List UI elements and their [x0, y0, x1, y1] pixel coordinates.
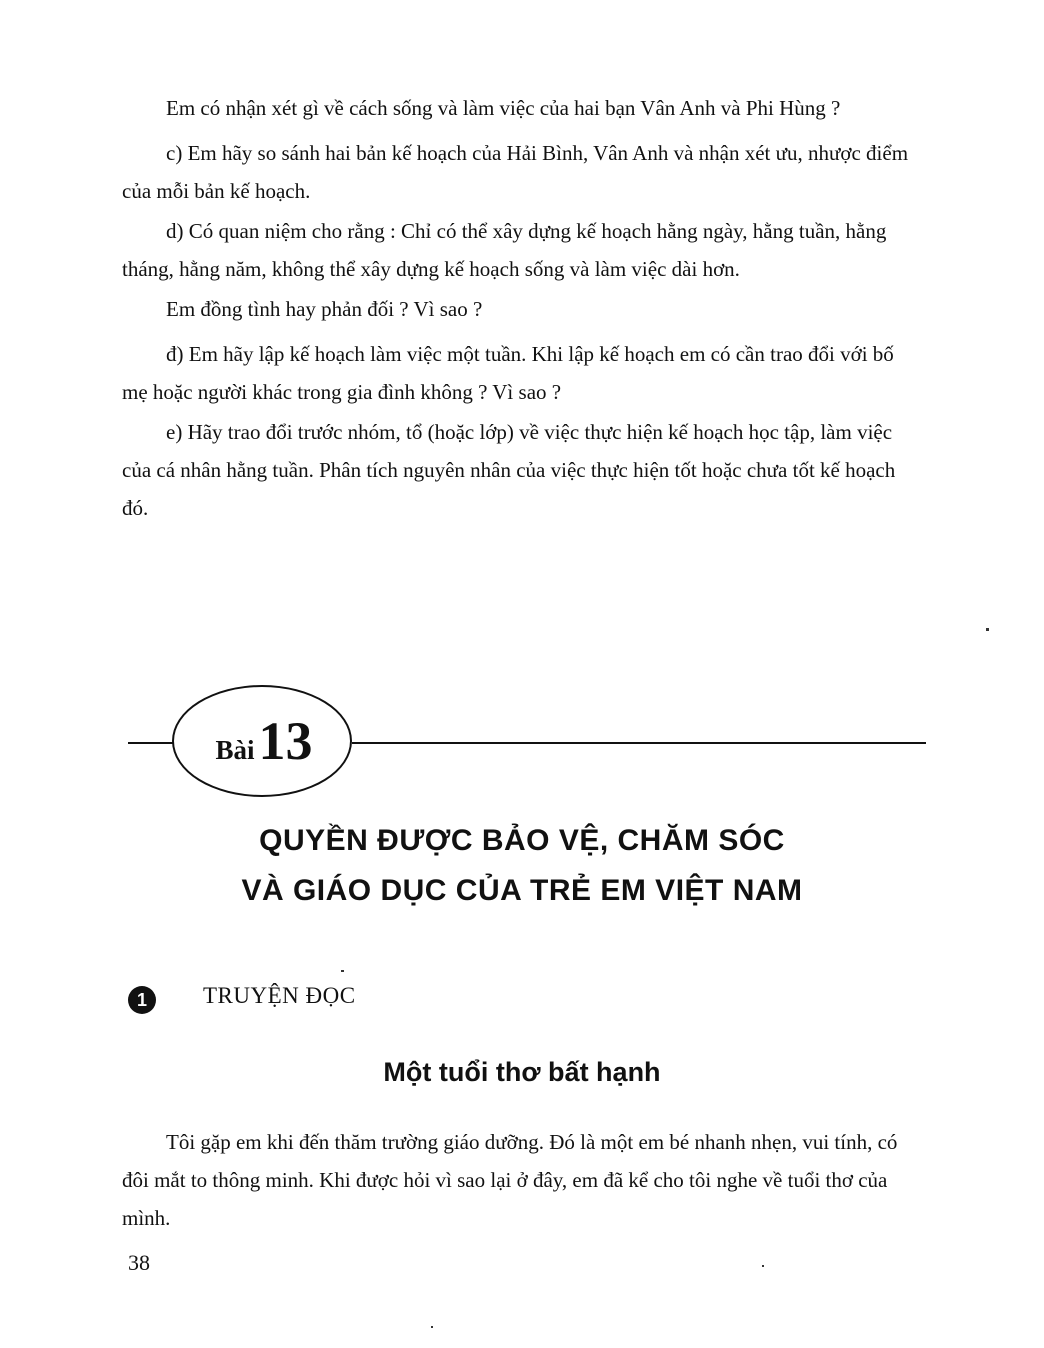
lesson-number: 13 [258, 711, 313, 771]
lesson-title-line2: VÀ GIÁO DỤC CỦA TRẺ EM VIỆT NAM [241, 874, 803, 907]
lesson-label [174, 687, 354, 795]
paragraph-question-c [122, 134, 922, 210]
paragraph-question-comment [122, 89, 922, 127]
paragraph-question-e [122, 413, 922, 527]
paragraph-text: Tôi gặp em khi đến thăm trường giáo dưỡng. Đó là một em bé nhanh nhẹn, vui tính, có đôi mắt to thông minh. Khi được hỏi vì sao lại ở đây, em đã kể cho tôi nghe về tuổi thơ của mình. [122, 1130, 898, 1230]
paragraph-text: e) Hãy trao đổi trước nhóm, tổ (hoặc lớp) về việc thực hiện kế hoạch học tập, làm việc của cá nhân hằng tuần. Phân tích nguyên nhân của việc thực hiện tốt hoặc chưa tốt kế hoạch đó. [122, 420, 896, 520]
paragraph-text: Em có nhận xét gì về cách sống và làm việc của hai bạn Vân Anh và Phi Hùng ? [166, 96, 841, 120]
scan-speck [431, 1326, 433, 1328]
paragraph-text: đ) Em hãy lập kế hoạch làm việc một tuần. Khi lập kế hoạch em có cần trao đổi với bố mẹ hoặc người khác trong gia đình không ? Vì sao ? [122, 342, 894, 404]
lesson-rule-left [128, 742, 178, 744]
section-heading: TRUYỆN ĐỌC [203, 983, 356, 1008]
paragraph-question-dd [122, 335, 922, 411]
story-title: Một tuổi thơ bất hạnh [383, 1057, 661, 1087]
scan-speck [341, 970, 344, 972]
scan-speck [986, 628, 989, 631]
lesson-title-line1: QUYỀN ĐƯỢC BẢO VỆ, CHĂM SÓC [259, 824, 785, 857]
paragraph-question-d [122, 212, 922, 288]
paragraph-text: d) Có quan niệm cho rằng : Chỉ có thể xây dựng kế hoạch hằng ngày, hằng tuần, hằng tháng, hằng năm, không thể xây dựng kế hoạch sống và làm việc dài hơn. [122, 219, 887, 281]
lesson-rule-right [352, 742, 926, 744]
page-number: 38 [128, 1250, 150, 1275]
paragraph-text: c) Em hãy so sánh hai bản kế hoạch của Hải Bình, Vân Anh và nhận xét ưu, nhược điểm của mỗi bản kế hoạch. [122, 141, 909, 203]
section-number-marker: 1 [128, 986, 156, 1014]
paragraph-question-agree [122, 290, 922, 328]
scan-speck [762, 1265, 764, 1267]
lesson-word: Bài [215, 735, 255, 765]
lesson-badge [172, 685, 352, 797]
story-paragraph [122, 1123, 924, 1237]
paragraph-text: Em đồng tình hay phản đối ? Vì sao ? [166, 297, 483, 321]
